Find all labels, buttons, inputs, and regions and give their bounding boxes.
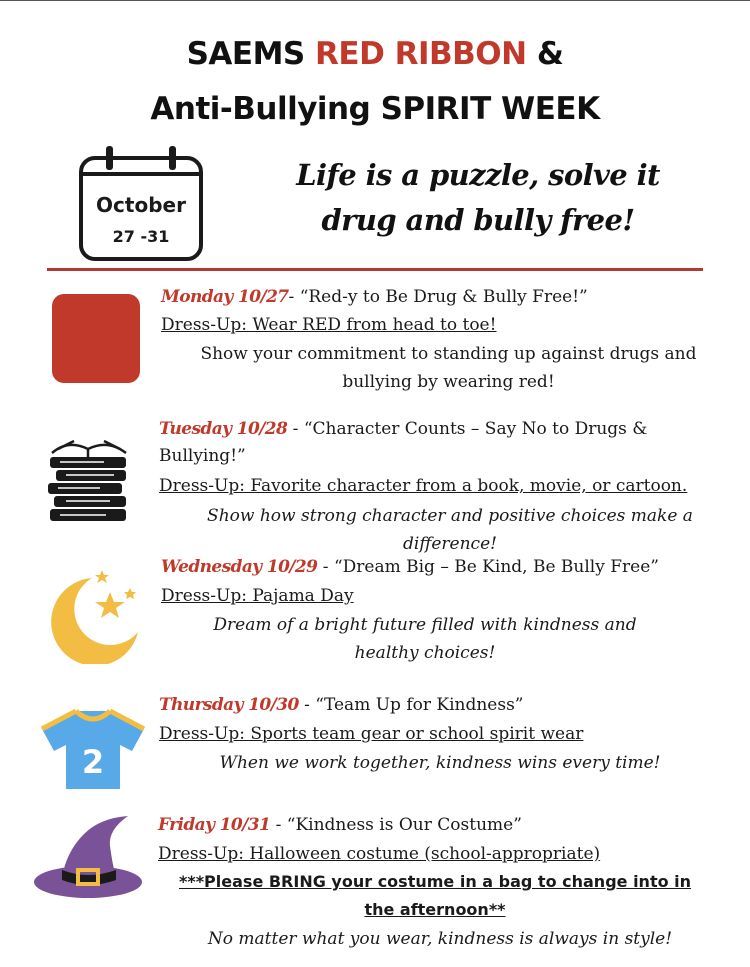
tuesday-theme: - “Character Counts – Say No to Drugs & xyxy=(287,419,648,439)
red-square-icon xyxy=(52,294,140,387)
wednesday-desc-1: Dream of a bright future filled with kindness and xyxy=(213,615,637,635)
tuesday-day: Tuesday 10/28 xyxy=(159,419,288,439)
page-title xyxy=(0,36,750,72)
jersey-number: 2 xyxy=(81,743,105,781)
tuesday-desc-2: difference! xyxy=(403,534,497,554)
slogan-line-1: Life is a puzzle, solve it xyxy=(296,158,660,192)
monday-dress-up: Dress-Up: Wear RED from head to toe! xyxy=(161,315,497,335)
thursday-desc-1: When we work together, kindness wins every time! xyxy=(219,753,661,773)
thursday-dress-up: Dress-Up: Sports team gear or school spirit wear xyxy=(159,724,584,744)
title-part-1: SAEMS xyxy=(186,36,316,72)
friday-desc-1: No matter what you wear, kindness is always in style! xyxy=(207,929,673,949)
jersey-icon xyxy=(40,709,146,795)
tuesday-dress-up: Dress-Up: Favorite character from a book, movie, or cartoon. xyxy=(159,476,688,496)
friday-note-2: the afternoon** xyxy=(364,900,506,919)
friday-day: Friday 10/31 xyxy=(158,815,271,835)
monday-desc-2: bullying by wearing red! xyxy=(342,372,555,392)
monday-heading xyxy=(161,286,588,308)
thursday-day: Thursday 10/30 xyxy=(159,695,299,715)
wednesday-theme: - “Dream Big – Be Kind, Be Bully Free” xyxy=(317,557,659,577)
tuesday-desc-1: Show how strong character and positive choices make a xyxy=(207,506,693,526)
wednesday-desc-2: healthy choices! xyxy=(354,643,496,663)
title-ampersand: & xyxy=(526,36,564,72)
monday-desc-1: Show your commitment to standing up against drugs and xyxy=(200,344,697,364)
wednesday-heading xyxy=(161,556,659,578)
tuesday-theme-2: Bullying!” xyxy=(159,446,246,466)
wednesday-dress-up: Dress-Up: Pajama Day xyxy=(161,586,354,606)
top-border xyxy=(0,0,750,1)
moon-stars-icon xyxy=(50,570,142,668)
title-red-ribbon: RED RIBBON xyxy=(315,36,527,72)
friday-heading xyxy=(158,814,522,836)
slogan-line-2: drug and bully free! xyxy=(321,203,635,237)
friday-note-1: ***Please BRING your costume in a bag to change into in xyxy=(178,872,692,891)
monday-day: Monday 10/27 xyxy=(161,287,289,307)
friday-theme: - “Kindness is Our Costume” xyxy=(270,815,522,835)
book-stack-icon xyxy=(44,433,132,529)
witch-hat-icon xyxy=(32,812,144,906)
calendar-icon xyxy=(78,144,204,262)
thursday-theme: - “Team Up for Kindness” xyxy=(298,695,524,715)
calendar-month: October xyxy=(96,193,186,217)
wednesday-day: Wednesday 10/29 xyxy=(161,557,318,577)
tuesday-heading xyxy=(159,418,647,440)
monday-theme: - “Red-y to Be Drug & Bully Free!” xyxy=(288,287,588,307)
thursday-heading xyxy=(159,694,524,716)
friday-dress-up: Dress-Up: Halloween costume (school-appropriate) xyxy=(158,844,601,864)
calendar-days: 27 -31 xyxy=(112,227,170,246)
divider xyxy=(47,268,703,271)
page-subtitle: Anti-Bullying SPIRIT WEEK xyxy=(150,91,600,127)
